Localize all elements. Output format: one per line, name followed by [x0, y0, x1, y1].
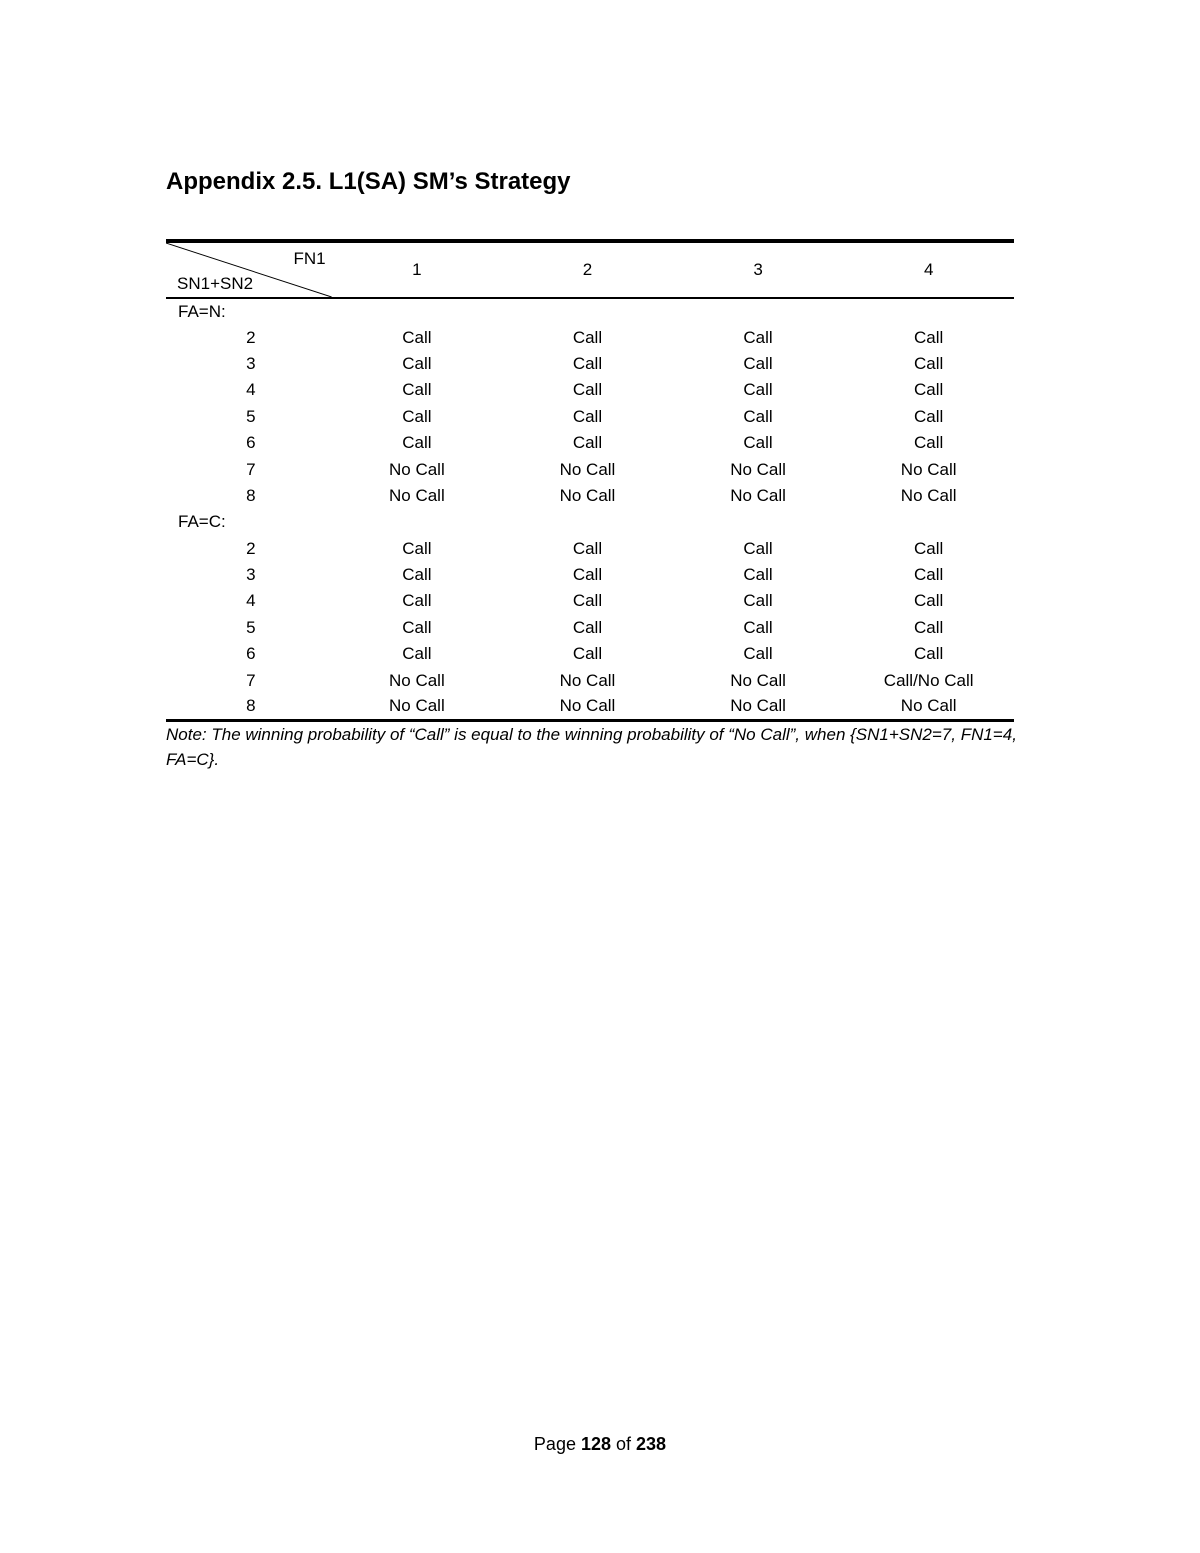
table-cell: Call: [914, 591, 944, 611]
table-cell: Call: [743, 617, 773, 637]
group-label: FA=N:: [178, 301, 226, 321]
row-dimension-label: SN1+SN2: [177, 274, 254, 293]
table-cell: No Call: [559, 485, 616, 505]
table-row: [166, 615, 1014, 641]
row-sum-label: 5: [246, 406, 256, 426]
current-page-number: 128: [580, 1434, 612, 1454]
row-sum-label: 3: [246, 353, 256, 373]
table-header: [166, 241, 1014, 298]
table-note: Note: The winning probability of “Call” is equal to the winning probability of “No Call”, when {SN1+SN2=7, FN1=4, FA=C}.: [166, 725, 1017, 769]
row-sum-label: 3: [246, 565, 256, 585]
row-sum-label: 2: [246, 538, 256, 558]
table-cell: Call: [402, 591, 432, 611]
row-sum-label: 8: [166, 694, 332, 720]
table-cell: Call: [402, 538, 432, 558]
table-row: [166, 324, 1014, 350]
table-cell: No Call: [389, 485, 445, 505]
table-cell: Call/No Call: [883, 670, 974, 690]
table-row: [166, 667, 1014, 693]
table-cell: No Call: [843, 694, 1014, 720]
table-cell: Call: [743, 591, 773, 611]
table-cell: Call: [914, 353, 944, 373]
row-sum-label: 4: [246, 380, 256, 400]
table-cell: Call: [743, 538, 773, 558]
table-cell: No Call: [559, 459, 616, 479]
header-row: [166, 241, 1014, 298]
row-sum-label: 2: [246, 327, 256, 347]
table-cell: No Call: [389, 670, 445, 690]
table-cell: Call: [743, 565, 773, 585]
table-cell: Call: [914, 406, 944, 426]
table-cell: Call: [914, 433, 944, 453]
column-dimension-label: FN1: [293, 249, 326, 268]
table-cell: Call: [572, 353, 603, 373]
table-cell: Call: [914, 327, 944, 347]
table-cell: Call: [572, 617, 603, 637]
table-row: [166, 351, 1014, 377]
table-row: [166, 377, 1014, 403]
table-cell: Call: [572, 406, 603, 426]
page-number-prefix: Page: [533, 1434, 581, 1454]
appendix-title: Appendix 2.5. L1(SA) SM’s Strategy: [166, 168, 571, 195]
column-header: 1: [332, 241, 503, 298]
table-cell: Call: [914, 380, 944, 400]
table-cell: Call: [572, 538, 603, 558]
row-sum-label: 8: [246, 485, 256, 505]
table-cell: Call: [402, 565, 432, 585]
table-cell: No Call: [502, 694, 673, 720]
table-cell: No Call: [389, 459, 445, 479]
table-row: [166, 588, 1014, 614]
page-number-separator: of: [611, 1434, 637, 1454]
table-cell: Call: [572, 591, 603, 611]
column-header: 3: [673, 241, 844, 298]
column-header: 2: [502, 241, 673, 298]
table-cell: No Call: [332, 694, 503, 720]
table-cell: No Call: [559, 670, 616, 690]
table-cell: Call: [572, 565, 603, 585]
row-sum-label: 6: [246, 644, 256, 664]
table-row: [166, 456, 1014, 482]
table-row: [166, 404, 1014, 430]
table-cell: Call: [402, 406, 432, 426]
table-cell: Call: [402, 433, 432, 453]
page-footer: [0, 1434, 1200, 1455]
total-page-count: 238: [636, 1434, 667, 1454]
table-cell: Call: [572, 327, 603, 347]
table-row: [166, 641, 1014, 667]
table-cell: Call: [402, 327, 432, 347]
table-cell: No Call: [730, 670, 786, 690]
table-cell: Call: [572, 644, 603, 664]
table-cell: Call: [743, 406, 773, 426]
row-sum-label: 4: [246, 591, 256, 611]
table-cell: Call: [402, 380, 432, 400]
table-cell: No Call: [730, 485, 786, 505]
group-header-row: [166, 298, 1014, 324]
strategy-table-container: [166, 239, 1014, 722]
column-header: 4: [843, 241, 1014, 298]
row-sum-label: 5: [246, 617, 256, 637]
table-cell: No Call: [673, 694, 844, 720]
table-cell: Call: [402, 644, 432, 664]
group-label: FA=C:: [178, 512, 226, 532]
table-body: [166, 298, 1014, 720]
strategy-table: [166, 239, 1014, 722]
table-cell: No Call: [900, 485, 957, 505]
table-cell: Call: [914, 565, 944, 585]
table-cell: Call: [572, 380, 603, 400]
table-row: [166, 430, 1014, 456]
table-row: [166, 536, 1014, 562]
table-cell: Call: [743, 353, 773, 373]
table-cell: Call: [402, 617, 432, 637]
row-sum-label: 7: [246, 670, 256, 690]
table-cell: Call: [402, 353, 432, 373]
table-cell: Call: [743, 644, 773, 664]
table-row: [166, 562, 1014, 588]
table-cell: Call: [743, 380, 773, 400]
row-sum-label: 6: [246, 433, 256, 453]
table-cell: No Call: [900, 459, 957, 479]
table-cell: Call: [743, 433, 773, 453]
table-cell: Call: [572, 433, 603, 453]
table-cell: Call: [914, 644, 944, 664]
table-cell: No Call: [730, 459, 786, 479]
table-cell: Call: [914, 538, 944, 558]
corner-header-cell: [166, 241, 332, 298]
table-cell: Call: [914, 617, 944, 637]
group-header-row: [166, 509, 1014, 535]
table-cell: Call: [743, 327, 773, 347]
table-row: [166, 694, 1014, 720]
table-row: [166, 483, 1014, 509]
row-sum-label: 7: [246, 459, 256, 479]
